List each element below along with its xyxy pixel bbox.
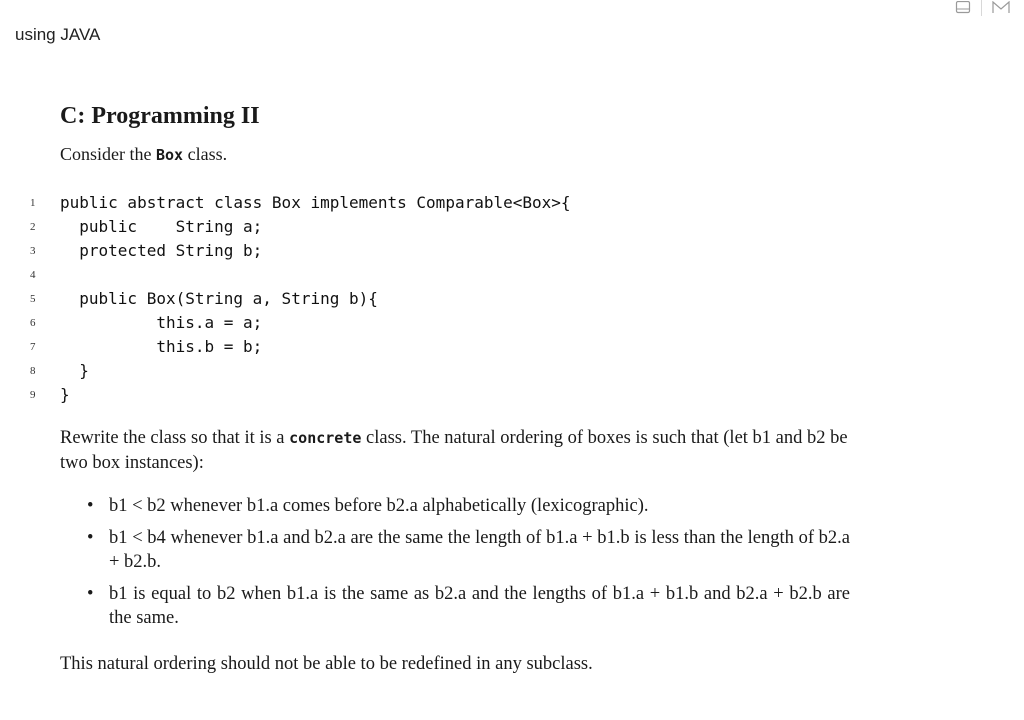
code-listing — [30, 191, 571, 407]
code-text: public Box(String a, String b){ — [60, 289, 378, 308]
code-line — [30, 191, 571, 215]
code-line — [30, 311, 571, 335]
inline-code-concrete: concrete — [289, 429, 362, 447]
line-number: 7 — [30, 341, 36, 353]
code-line — [30, 215, 571, 239]
code-line — [30, 263, 571, 287]
line-number: 1 — [30, 197, 36, 209]
code-line — [30, 287, 571, 311]
code-text: } — [60, 385, 70, 404]
toolbar-icons — [955, 0, 1010, 19]
line-number: 6 — [30, 317, 36, 329]
code-text: this.a = a; — [60, 313, 263, 332]
code-text: public abstract class Box implements Comparable<Box>{ — [60, 193, 571, 212]
divider — [981, 0, 982, 16]
code-line — [30, 335, 571, 359]
line-number: 4 — [30, 269, 36, 281]
intro-text: Consider the Box class. — [60, 144, 228, 164]
list-item: • b1 < b2 whenever b1.a comes before b2.a alphabetically (lexicographic). — [60, 494, 850, 518]
closing-text: This natural ordering should not be able to be redefined in any subclass. — [60, 654, 593, 674]
line-number: 2 — [30, 221, 36, 233]
list-item: • b1 < b4 whenever b1.a and b2.a are the same the length of b1.a + b1.b is less than the length of b2.a + b2.b. — [60, 526, 850, 574]
question-text: using JAVA — [15, 25, 101, 44]
list-item: • b1 is equal to b2 when b1.a is the same as b2.a and the lengths of b1.a + b1.b and b2.a + b2.b are the same. — [60, 582, 850, 630]
ordering-rules — [60, 494, 850, 638]
flag-icon[interactable] — [992, 0, 1010, 19]
section-title: C: Programming II — [60, 103, 260, 129]
code-line — [30, 359, 571, 383]
line-number: 8 — [30, 365, 36, 377]
code-text: public String a; — [60, 217, 263, 236]
code-line — [30, 239, 571, 263]
code-text: } — [60, 361, 89, 380]
code-line — [30, 383, 571, 407]
task-paragraph: Rewrite the class so that it is a concrete class. The natural ordering of boxes is such that (let b1 and b2 be two box instances): — [60, 428, 848, 473]
line-number: 9 — [30, 389, 36, 401]
code-text: protected String b; — [60, 241, 263, 260]
line-number: 5 — [30, 293, 36, 305]
problem-document — [30, 100, 850, 674]
line-number: 3 — [30, 245, 36, 257]
device-icon[interactable] — [955, 0, 971, 19]
code-text: this.b = b; — [60, 337, 263, 356]
inline-code-box: Box — [156, 146, 184, 164]
